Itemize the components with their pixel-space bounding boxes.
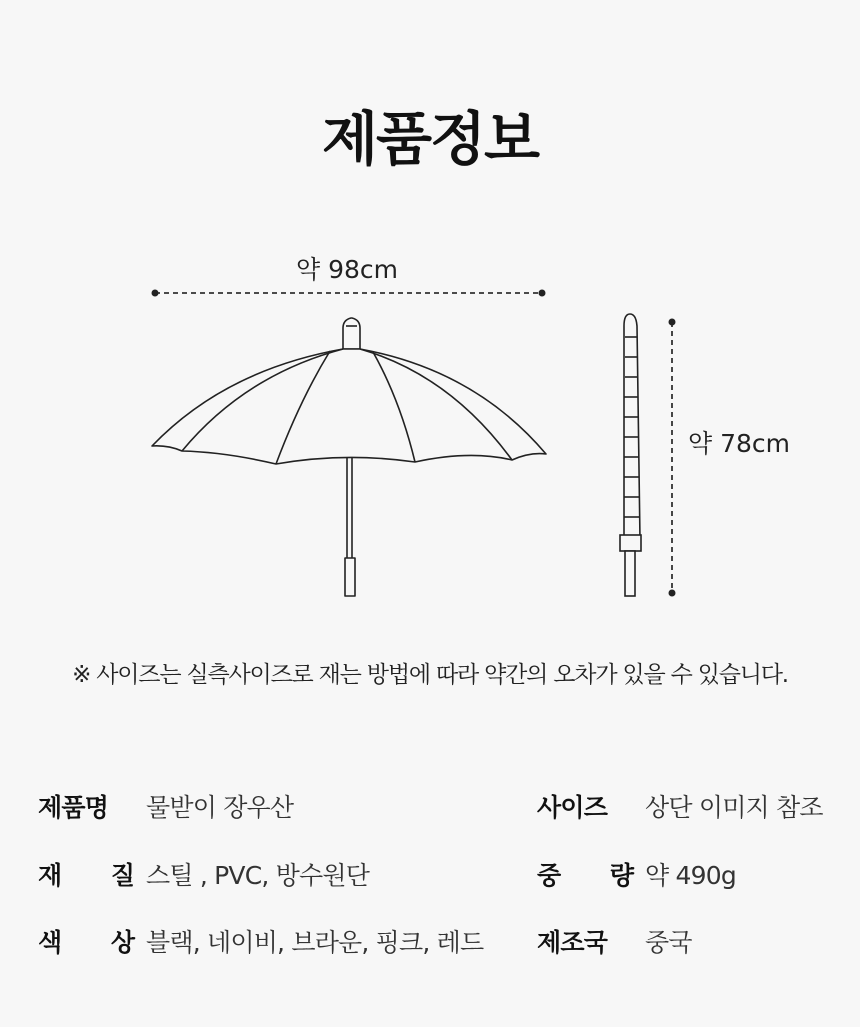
spec-row-weight <box>537 856 837 896</box>
spec-value: 블랙, 네이비, 브라운, 핑크, 레드 <box>146 928 484 957</box>
spec-value: 중국 <box>645 928 692 957</box>
spec-label: 재 질 <box>38 861 156 890</box>
open-umbrella-icon <box>152 318 546 596</box>
spec-label: 중 량 <box>537 861 655 890</box>
spec-label: 색 상 <box>38 928 156 957</box>
width-dimension <box>152 255 546 297</box>
spec-label: 제품명 <box>38 793 109 822</box>
closed-umbrella-icon <box>620 314 641 596</box>
spec-row-name <box>38 788 498 828</box>
spec-value: 물받이 장우산 <box>146 793 294 822</box>
page-title: 제품정보 <box>321 105 539 173</box>
spec-row-size <box>537 788 837 828</box>
length-label: 약 78cm <box>688 429 791 458</box>
spec-row-color <box>38 923 498 963</box>
umbrella-diagram <box>0 240 860 610</box>
spec-label: 사이즈 <box>537 793 608 822</box>
spec-row-material <box>38 856 498 896</box>
spec-row-origin <box>537 923 837 963</box>
length-dimension <box>669 319 791 597</box>
spec-label: 제조국 <box>537 928 608 957</box>
size-notice: ※ 사이즈는 실측사이즈로 재는 방법에 따라 약간의 오차가 있을 수 있습니다. <box>72 662 788 688</box>
width-label: 약 98cm <box>295 255 399 284</box>
spec-value: 약 490g <box>645 861 736 890</box>
spec-value: 상단 이미지 참조 <box>645 793 823 822</box>
spec-value: 스틸 , PVC, 방수원단 <box>146 861 370 890</box>
